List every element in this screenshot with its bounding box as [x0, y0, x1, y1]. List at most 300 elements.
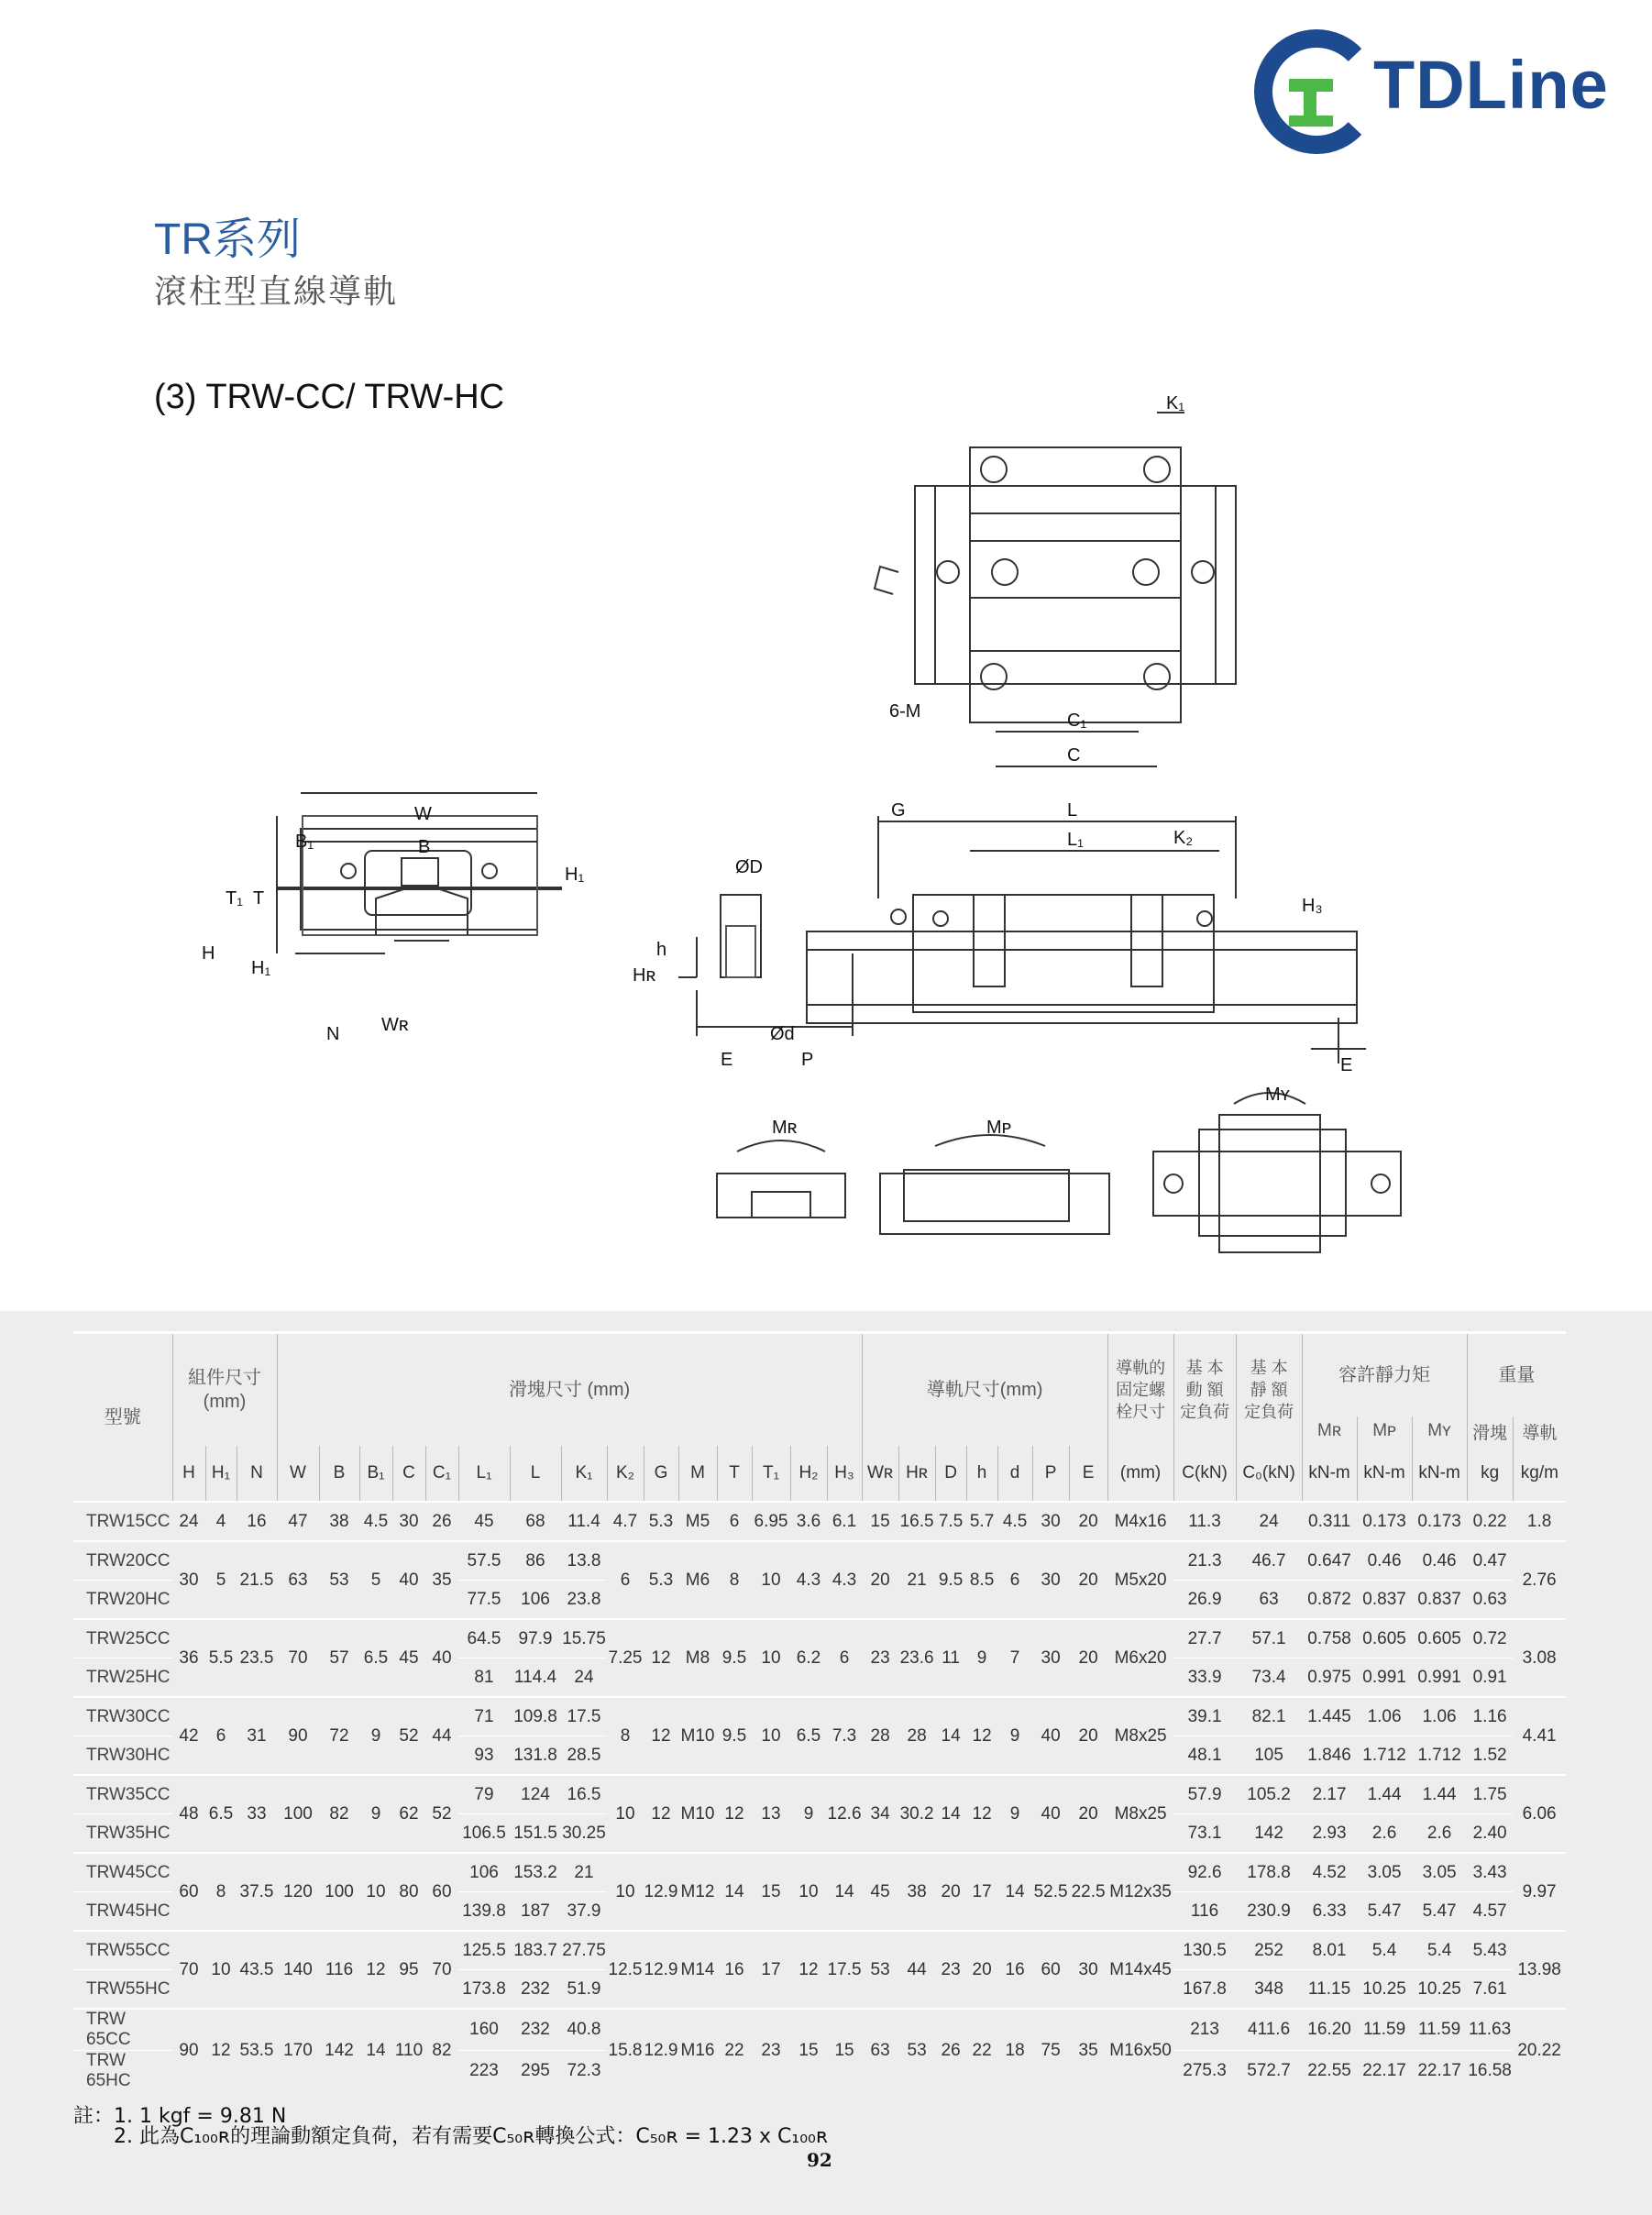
- value-cell: 48: [172, 1775, 205, 1853]
- label-mr: Mʀ: [772, 1118, 798, 1138]
- value-cell: 12.9: [644, 2009, 678, 2091]
- value-cell: 24: [1236, 1502, 1302, 1541]
- value-cell: 6.1: [827, 1502, 862, 1541]
- header-dynamic: 基 本 動 額 定負荷: [1173, 1333, 1236, 1447]
- value-cell: 0.173: [1357, 1502, 1412, 1541]
- value-cell: 232: [510, 2009, 561, 2051]
- value-cell: 1.8: [1513, 1502, 1566, 1541]
- value-cell: 10: [752, 1697, 790, 1775]
- value-cell: 40: [425, 1619, 458, 1697]
- value-cell: 63: [1236, 1581, 1302, 1620]
- value-cell: 4.52: [1302, 1853, 1357, 1892]
- label-t1: T₁: [226, 888, 243, 909]
- column-header: C(kN): [1173, 1446, 1236, 1502]
- value-cell: 34: [862, 1775, 898, 1853]
- column-header: L: [510, 1446, 561, 1502]
- model-cell: TRW15CC: [73, 1502, 172, 1541]
- value-cell: 0.63: [1467, 1581, 1513, 1620]
- table-row: [73, 1697, 1566, 1736]
- model-cell: TRW35CC: [73, 1775, 172, 1814]
- value-cell: 14: [717, 1853, 752, 1931]
- value-cell: 8.01: [1302, 1931, 1357, 1970]
- value-cell: 86: [510, 1541, 561, 1581]
- header-static: 基 本 靜 額 定負荷: [1236, 1333, 1302, 1447]
- value-cell: 13: [752, 1775, 790, 1853]
- value-cell: 23.5: [237, 1619, 277, 1697]
- column-header: L₁: [458, 1446, 510, 1502]
- value-cell: 0.91: [1467, 1658, 1513, 1698]
- value-cell: 0.72: [1467, 1619, 1513, 1658]
- value-cell: 1.44: [1412, 1775, 1467, 1814]
- column-header: B₁: [359, 1446, 392, 1502]
- moment-mr-drawing: [717, 1141, 845, 1218]
- label-l1: L₁: [1067, 830, 1084, 850]
- value-cell: 14: [935, 1697, 966, 1775]
- value-cell: 114.4: [510, 1658, 561, 1698]
- label-h3: H₃: [1302, 896, 1323, 916]
- value-cell: 30: [1032, 1502, 1069, 1541]
- value-cell: 5: [359, 1541, 392, 1619]
- value-cell: 47: [277, 1502, 319, 1541]
- value-cell: 82: [319, 1775, 359, 1853]
- value-cell: 1.846: [1302, 1736, 1357, 1776]
- value-cell: 9: [359, 1775, 392, 1853]
- value-cell: 73.4: [1236, 1658, 1302, 1698]
- series-title: TR系列: [154, 215, 301, 264]
- value-cell: 10: [359, 1853, 392, 1931]
- value-cell: M8: [678, 1619, 717, 1697]
- value-cell: M12: [678, 1853, 717, 1931]
- value-cell: 12: [644, 1775, 678, 1853]
- value-cell: 60: [425, 1853, 458, 1931]
- column-header: D: [935, 1446, 966, 1502]
- value-cell: 7: [997, 1619, 1032, 1697]
- series-subtitle: 滾柱型直線導軌: [154, 273, 399, 311]
- value-cell: 9.5: [717, 1619, 752, 1697]
- value-cell: 75: [1032, 2009, 1069, 2091]
- value-cell: 62: [392, 1775, 425, 1853]
- note-1: 註：1. 1 kgf = 9.81 N: [73, 2105, 287, 2128]
- value-cell: 2.17: [1302, 1775, 1357, 1814]
- value-cell: 22.5: [1069, 1853, 1107, 1931]
- header-block: 滑塊尺寸 (mm): [277, 1333, 862, 1447]
- value-cell: 82: [425, 2009, 458, 2091]
- value-cell: 70: [172, 1931, 205, 2009]
- label-6m: 6-M: [889, 701, 921, 722]
- value-cell: 16: [717, 1931, 752, 2009]
- value-cell: 10: [205, 1931, 237, 2009]
- column-header: P: [1032, 1446, 1069, 1502]
- value-cell: 2.93: [1302, 1814, 1357, 1854]
- value-cell: 4.3: [790, 1541, 827, 1619]
- page-number: 92: [807, 2149, 832, 2171]
- value-cell: 15.75: [561, 1619, 607, 1658]
- value-cell: 10.25: [1357, 1970, 1412, 2010]
- value-cell: 8: [205, 1853, 237, 1931]
- value-cell: 23.6: [898, 1619, 935, 1697]
- model-cell: TRW30CC: [73, 1697, 172, 1736]
- value-cell: 15: [827, 2009, 862, 2091]
- column-header: H₂: [790, 1446, 827, 1502]
- value-cell: 57: [319, 1619, 359, 1697]
- column-header: M: [678, 1446, 717, 1502]
- value-cell: 9: [359, 1697, 392, 1775]
- label-h1: H₁: [251, 958, 271, 978]
- value-cell: 4.5: [997, 1502, 1032, 1541]
- value-cell: 12: [966, 1775, 997, 1853]
- value-cell: 6: [717, 1502, 752, 1541]
- value-cell: M4x16: [1107, 1502, 1173, 1541]
- value-cell: 5.4: [1357, 1931, 1412, 1970]
- value-cell: 57.5: [458, 1541, 510, 1581]
- value-cell: 18: [997, 2009, 1032, 2091]
- value-cell: 9.5: [935, 1541, 966, 1619]
- value-cell: 2.76: [1513, 1541, 1566, 1619]
- value-cell: 173.8: [458, 1970, 510, 2010]
- value-cell: 232: [510, 1970, 561, 2010]
- value-cell: 13.8: [561, 1541, 607, 1581]
- value-cell: 275.3: [1173, 2051, 1236, 2092]
- value-cell: 1.16: [1467, 1697, 1513, 1736]
- value-cell: 38: [898, 1853, 935, 1931]
- value-cell: 30: [1069, 1931, 1107, 2009]
- label-c1: C₁: [1067, 711, 1087, 731]
- label-od: ØD: [735, 857, 763, 877]
- value-cell: 5.4: [1412, 1931, 1467, 1970]
- column-header: kg/m: [1513, 1446, 1566, 1502]
- label-side-e: E: [1340, 1055, 1353, 1075]
- column-header: K₂: [607, 1446, 644, 1502]
- value-cell: 5.43: [1467, 1931, 1513, 1970]
- header-mp: Mᴘ: [1357, 1416, 1412, 1446]
- value-cell: 10: [752, 1619, 790, 1697]
- value-cell: 27.7: [1173, 1619, 1236, 1658]
- value-cell: 109.8: [510, 1697, 561, 1736]
- value-cell: 53.5: [237, 2009, 277, 2091]
- value-cell: 11.59: [1357, 2009, 1412, 2051]
- value-cell: 11: [935, 1619, 966, 1697]
- header-my: Mʏ: [1412, 1416, 1467, 1446]
- column-header: kg: [1467, 1446, 1513, 1502]
- value-cell: 16: [997, 1931, 1032, 2009]
- value-cell: 1.712: [1412, 1736, 1467, 1776]
- table-row: [73, 1775, 1566, 1814]
- label-k1: K₁: [1166, 393, 1185, 413]
- value-cell: 16.5: [561, 1775, 607, 1814]
- column-header: d: [997, 1446, 1032, 1502]
- value-cell: 52: [425, 1775, 458, 1853]
- value-cell: 142: [319, 2009, 359, 2091]
- value-cell: 45: [458, 1502, 510, 1541]
- value-cell: 30: [1032, 1541, 1069, 1619]
- value-cell: 125.5: [458, 1931, 510, 1970]
- column-header: H₃: [827, 1446, 862, 1502]
- value-cell: 1.712: [1357, 1736, 1412, 1776]
- value-cell: 16.5: [898, 1502, 935, 1541]
- value-cell: 9: [966, 1619, 997, 1697]
- value-cell: 187: [510, 1892, 561, 1932]
- label-b1: B₁: [295, 832, 314, 852]
- value-cell: 0.605: [1357, 1619, 1412, 1658]
- model-cell: TRW20HC: [73, 1581, 172, 1620]
- value-cell: 3.08: [1513, 1619, 1566, 1697]
- value-cell: 40: [1032, 1697, 1069, 1775]
- value-cell: 572.7: [1236, 2051, 1302, 2092]
- value-cell: 142: [1236, 1814, 1302, 1854]
- value-cell: 139.8: [458, 1892, 510, 1932]
- value-cell: 40: [392, 1541, 425, 1619]
- value-cell: 60: [172, 1853, 205, 1931]
- value-cell: 1.06: [1412, 1697, 1467, 1736]
- value-cell: 124: [510, 1775, 561, 1814]
- value-cell: 8.5: [966, 1541, 997, 1619]
- value-cell: 71: [458, 1697, 510, 1736]
- value-cell: 6.06: [1513, 1775, 1566, 1853]
- value-cell: 0.605: [1412, 1619, 1467, 1658]
- table-row: [73, 1931, 1566, 1970]
- model-cell: TRW25HC: [73, 1658, 172, 1698]
- value-cell: 20: [935, 1853, 966, 1931]
- value-cell: 15: [790, 2009, 827, 2091]
- value-cell: 26: [935, 2009, 966, 2091]
- value-cell: 21: [898, 1541, 935, 1619]
- value-cell: M8x25: [1107, 1697, 1173, 1775]
- label-g: G: [891, 800, 906, 821]
- value-cell: 6.5: [205, 1775, 237, 1853]
- value-cell: M14: [678, 1931, 717, 2009]
- value-cell: M8x25: [1107, 1775, 1173, 1853]
- value-cell: 1.52: [1467, 1736, 1513, 1776]
- value-cell: 12: [966, 1697, 997, 1775]
- column-header: H: [172, 1446, 205, 1502]
- value-cell: 14: [935, 1775, 966, 1853]
- value-cell: 20: [1069, 1541, 1107, 1619]
- header-moment: 容許靜力矩: [1302, 1333, 1467, 1417]
- value-cell: 1.445: [1302, 1697, 1357, 1736]
- label-mp: Mᴘ: [986, 1118, 1012, 1138]
- value-cell: 26: [425, 1502, 458, 1541]
- table-row: [73, 2009, 1566, 2051]
- value-cell: 12.9: [644, 1931, 678, 2009]
- value-cell: 0.837: [1357, 1581, 1412, 1620]
- model-cell: TRW 65CC: [73, 2009, 172, 2051]
- value-cell: 0.173: [1412, 1502, 1467, 1541]
- value-cell: 40.8: [561, 2009, 607, 2051]
- value-cell: 0.47: [1467, 1541, 1513, 1581]
- value-cell: 12: [790, 1931, 827, 2009]
- header-rail: 導軌尺寸(mm): [862, 1333, 1107, 1447]
- value-cell: 92.6: [1173, 1853, 1236, 1892]
- value-cell: 167.8: [1173, 1970, 1236, 2010]
- value-cell: 2.6: [1357, 1814, 1412, 1854]
- table-row: [73, 1853, 1566, 1892]
- value-cell: 9: [790, 1775, 827, 1853]
- value-cell: 21.5: [237, 1541, 277, 1619]
- column-header: W: [277, 1446, 319, 1502]
- label-wr: Wʀ: [381, 1015, 409, 1035]
- value-cell: 16.58: [1467, 2051, 1513, 2092]
- value-cell: 12: [644, 1697, 678, 1775]
- label-k2: K₂: [1173, 828, 1194, 848]
- value-cell: 70: [425, 1931, 458, 2009]
- value-cell: 12: [359, 1931, 392, 2009]
- value-cell: 3.6: [790, 1502, 827, 1541]
- value-cell: 14: [997, 1853, 1032, 1931]
- value-cell: 23: [752, 2009, 790, 2091]
- value-cell: 3.05: [1357, 1853, 1412, 1892]
- value-cell: 230.9: [1236, 1892, 1302, 1932]
- model-cell: TRW35HC: [73, 1814, 172, 1854]
- value-cell: 12: [644, 1619, 678, 1697]
- value-cell: 10: [790, 1853, 827, 1931]
- value-cell: 46.7: [1236, 1541, 1302, 1581]
- value-cell: 35: [425, 1541, 458, 1619]
- value-cell: 100: [277, 1775, 319, 1853]
- value-cell: 48.1: [1173, 1736, 1236, 1776]
- value-cell: 20: [1069, 1775, 1107, 1853]
- value-cell: 170: [277, 2009, 319, 2091]
- value-cell: 37.9: [561, 1892, 607, 1932]
- column-header: h: [966, 1446, 997, 1502]
- header-assembly: 組件尺寸 (mm): [172, 1333, 277, 1447]
- value-cell: 37.5: [237, 1853, 277, 1931]
- value-cell: 6.33: [1302, 1892, 1357, 1932]
- value-cell: 11.63: [1467, 2009, 1513, 2051]
- value-cell: 82.1: [1236, 1697, 1302, 1736]
- column-header: C₀(kN): [1236, 1446, 1302, 1502]
- value-cell: 12.6: [827, 1775, 862, 1853]
- value-cell: 22.55: [1302, 2051, 1357, 2092]
- value-cell: 411.6: [1236, 2009, 1302, 2051]
- value-cell: 8: [717, 1541, 752, 1619]
- value-cell: 11.3: [1173, 1502, 1236, 1541]
- value-cell: 120: [277, 1853, 319, 1931]
- value-cell: 14: [359, 2009, 392, 2091]
- column-header: Hʀ: [898, 1446, 935, 1502]
- value-cell: 116: [319, 1931, 359, 2009]
- value-cell: 90: [172, 2009, 205, 2091]
- value-cell: 53: [898, 2009, 935, 2091]
- value-cell: 0.311: [1302, 1502, 1357, 1541]
- value-cell: 151.5: [510, 1814, 561, 1854]
- value-cell: 4.57: [1467, 1892, 1513, 1932]
- value-cell: 51.9: [561, 1970, 607, 2010]
- column-header: E: [1069, 1446, 1107, 1502]
- value-cell: 0.975: [1302, 1658, 1357, 1698]
- rail-section-drawing: [678, 895, 853, 1036]
- note-2: 2. 此為C₁₀₀ʀ的理論動額定負荷，若有需要C₅₀ʀ轉換公式：C₅₀ʀ = 1.23 x C₁₀₀ʀ: [114, 2125, 829, 2148]
- value-cell: 28: [898, 1697, 935, 1775]
- value-cell: 348: [1236, 1970, 1302, 2010]
- value-cell: 7.5: [935, 1502, 966, 1541]
- value-cell: 178.8: [1236, 1853, 1302, 1892]
- label-p: P: [801, 1050, 814, 1070]
- value-cell: 79: [458, 1775, 510, 1814]
- value-cell: 36: [172, 1619, 205, 1697]
- value-cell: 3.43: [1467, 1853, 1513, 1892]
- value-cell: 10: [607, 1853, 644, 1931]
- value-cell: 33.9: [1173, 1658, 1236, 1698]
- value-cell: 2.40: [1467, 1814, 1513, 1854]
- value-cell: 20: [862, 1541, 898, 1619]
- value-cell: 20.22: [1513, 2009, 1566, 2091]
- column-header: C: [392, 1446, 425, 1502]
- value-cell: 44: [898, 1931, 935, 2009]
- value-cell: M16x50: [1107, 2009, 1173, 2091]
- value-cell: 70: [277, 1619, 319, 1697]
- value-cell: 30.2: [898, 1775, 935, 1853]
- value-cell: 30: [172, 1541, 205, 1619]
- label-rail-e: E: [721, 1050, 733, 1070]
- value-cell: M14x45: [1107, 1931, 1173, 2009]
- value-cell: M10: [678, 1697, 717, 1775]
- label-h: H: [202, 943, 215, 964]
- value-cell: 81: [458, 1658, 510, 1698]
- value-cell: 23.8: [561, 1581, 607, 1620]
- value-cell: 24: [172, 1502, 205, 1541]
- model-cell: TRW20CC: [73, 1541, 172, 1581]
- value-cell: 14: [827, 1853, 862, 1931]
- header-mr: Mʀ: [1302, 1416, 1357, 1446]
- value-cell: 11.15: [1302, 1970, 1357, 2010]
- value-cell: 295: [510, 2051, 561, 2092]
- value-cell: 28.5: [561, 1736, 607, 1776]
- value-cell: 5.47: [1412, 1892, 1467, 1932]
- column-header: C₁: [425, 1446, 458, 1502]
- value-cell: 6: [607, 1541, 644, 1619]
- value-cell: 45: [862, 1853, 898, 1931]
- column-header: kN-m: [1302, 1446, 1357, 1502]
- value-cell: M5: [678, 1502, 717, 1541]
- value-cell: 30: [392, 1502, 425, 1541]
- moment-my-drawing: [1153, 1093, 1401, 1252]
- column-header: B: [319, 1446, 359, 1502]
- label-w: W: [414, 804, 432, 824]
- value-cell: 52.5: [1032, 1853, 1069, 1931]
- value-cell: 17.5: [827, 1931, 862, 2009]
- value-cell: 6: [205, 1697, 237, 1775]
- table-row: [73, 1502, 1566, 1541]
- value-cell: 64.5: [458, 1619, 510, 1658]
- value-cell: 12: [717, 1775, 752, 1853]
- value-cell: 80: [392, 1853, 425, 1931]
- value-cell: 6: [827, 1619, 862, 1697]
- value-cell: M6: [678, 1541, 717, 1619]
- value-cell: 44: [425, 1697, 458, 1775]
- value-cell: 9: [997, 1775, 1032, 1853]
- value-cell: 4.5: [359, 1502, 392, 1541]
- moment-mp-drawing: [880, 1135, 1109, 1234]
- value-cell: 15: [752, 1853, 790, 1931]
- value-cell: 6.5: [790, 1697, 827, 1775]
- value-cell: 6.5: [359, 1619, 392, 1697]
- value-cell: 17: [966, 1853, 997, 1931]
- value-cell: 28: [862, 1697, 898, 1775]
- value-cell: 0.647: [1302, 1541, 1357, 1581]
- label-c: C: [1067, 745, 1081, 766]
- column-header: T₁: [752, 1446, 790, 1502]
- side-view-drawing: [807, 816, 1366, 1063]
- value-cell: 77.5: [458, 1581, 510, 1620]
- value-cell: 7.61: [1467, 1970, 1513, 2010]
- value-cell: 8: [607, 1697, 644, 1775]
- value-cell: 12.5: [607, 1931, 644, 2009]
- value-cell: 20: [966, 1931, 997, 2009]
- model-cell: TRW25CC: [73, 1619, 172, 1658]
- value-cell: 45: [392, 1619, 425, 1697]
- label-od-small: Ød: [770, 1024, 795, 1044]
- value-cell: 20: [1069, 1619, 1107, 1697]
